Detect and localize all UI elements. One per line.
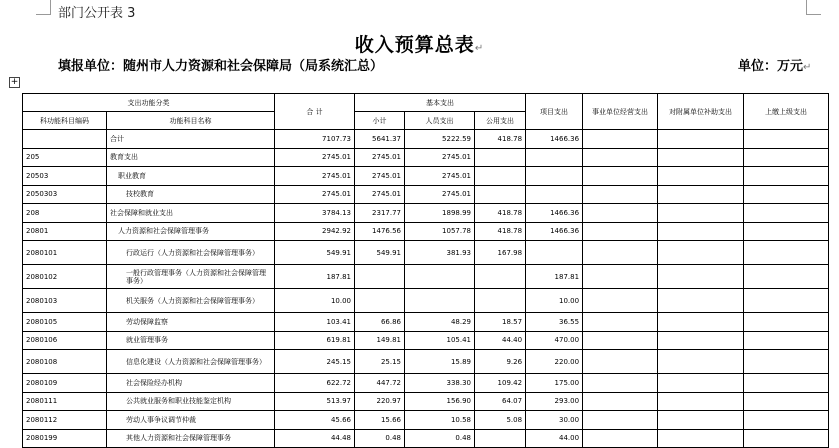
row-upper	[744, 411, 829, 430]
row-public: 418.78	[475, 204, 526, 223]
row-enterprise	[583, 392, 658, 411]
row-total: 187.81	[275, 265, 355, 289]
page-title	[0, 30, 839, 57]
row-subsidy	[658, 185, 744, 204]
row-public: 44.40	[475, 331, 526, 350]
row-public: 109.42	[475, 374, 526, 393]
row-subtotal: 2317.77	[355, 204, 405, 223]
row-code: 20801	[23, 222, 107, 241]
row-subtotal: 15.66	[355, 411, 405, 430]
header-function-class: 支出功能分类	[23, 94, 275, 112]
row-personnel: 48.29	[405, 313, 475, 332]
row-subtotal: 1476.56	[355, 222, 405, 241]
row-public: 9.26	[475, 350, 526, 374]
row-public: 418.78	[475, 130, 526, 149]
row-personnel: 1057.78	[405, 222, 475, 241]
row-total: 103.41	[275, 313, 355, 332]
row-subsidy	[658, 350, 744, 374]
table-row	[23, 350, 829, 374]
row-name: 劳动人事争议调节仲裁	[107, 411, 275, 430]
row-code	[23, 130, 107, 149]
row-enterprise	[583, 265, 658, 289]
row-subsidy	[658, 429, 744, 448]
row-enterprise	[583, 241, 658, 265]
row-public	[475, 289, 526, 313]
row-name: 机关服务（人力资源和社会保障管理事务）	[107, 289, 275, 313]
row-name: 技校教育	[107, 185, 275, 204]
table-row	[23, 429, 829, 448]
currency-unit	[738, 55, 811, 74]
table-row	[23, 204, 829, 223]
table-row	[23, 167, 829, 186]
row-subsidy	[658, 313, 744, 332]
table-row	[23, 331, 829, 350]
row-project: 187.81	[526, 265, 583, 289]
row-name: 合计	[107, 130, 275, 149]
row-personnel: 5222.59	[405, 130, 475, 149]
row-subsidy	[658, 148, 744, 167]
row-project: 10.00	[526, 289, 583, 313]
row-upper	[744, 429, 829, 448]
table-row	[23, 130, 829, 149]
row-total: 3784.13	[275, 204, 355, 223]
row-subtotal: 2745.01	[355, 185, 405, 204]
row-enterprise	[583, 350, 658, 374]
row-subsidy	[658, 265, 744, 289]
row-code: 2050303	[23, 185, 107, 204]
row-subtotal	[355, 289, 405, 313]
row-subtotal: 149.81	[355, 331, 405, 350]
row-upper	[744, 222, 829, 241]
row-project: 1466.36	[526, 204, 583, 223]
table-row	[23, 222, 829, 241]
row-public	[475, 148, 526, 167]
row-project	[526, 185, 583, 204]
row-name: 社会保障和就业支出	[107, 204, 275, 223]
row-total: 549.91	[275, 241, 355, 265]
row-total: 2942.92	[275, 222, 355, 241]
row-personnel: 381.93	[405, 241, 475, 265]
row-total: 44.48	[275, 429, 355, 448]
table-row	[23, 411, 829, 430]
title-text: 收入预算总表	[354, 34, 475, 56]
row-subtotal: 220.97	[355, 392, 405, 411]
header-enterprise: 事业单位经营支出	[583, 94, 658, 130]
table-row	[23, 392, 829, 411]
currency-unit-text: 单位：万元	[738, 59, 804, 74]
row-subsidy	[658, 204, 744, 223]
row-subtotal: 549.91	[355, 241, 405, 265]
row-subsidy	[658, 374, 744, 393]
row-name: 就业管理事务	[107, 331, 275, 350]
table-row	[23, 185, 829, 204]
row-upper	[744, 265, 829, 289]
row-personnel: 2745.01	[405, 185, 475, 204]
row-subtotal: 2745.01	[355, 148, 405, 167]
row-personnel: 15.89	[405, 350, 475, 374]
paragraph-mark-icon: ↵	[803, 62, 812, 73]
row-name: 人力资源和社会保障管理事务	[107, 222, 275, 241]
row-personnel: 2745.01	[405, 167, 475, 186]
row-public	[475, 185, 526, 204]
row-public	[475, 429, 526, 448]
row-subsidy	[658, 331, 744, 350]
row-public: 167.98	[475, 241, 526, 265]
row-project: 470.00	[526, 331, 583, 350]
row-name: 劳动保障监察	[107, 313, 275, 332]
row-total: 513.97	[275, 392, 355, 411]
row-total: 2745.01	[275, 148, 355, 167]
row-total: 2745.01	[275, 167, 355, 186]
row-project: 175.00	[526, 374, 583, 393]
row-project: 36.55	[526, 313, 583, 332]
row-personnel: 0.48	[405, 429, 475, 448]
row-personnel	[405, 265, 475, 289]
row-code: 2080199	[23, 429, 107, 448]
header-project: 项目支出	[526, 94, 583, 130]
row-code: 2080101	[23, 241, 107, 265]
row-subtotal: 25.15	[355, 350, 405, 374]
row-code: 2080103	[23, 289, 107, 313]
row-total: 45.66	[275, 411, 355, 430]
row-personnel: 156.90	[405, 392, 475, 411]
header-name: 功能科目名称	[107, 112, 275, 130]
row-upper	[744, 289, 829, 313]
row-code: 2080112	[23, 411, 107, 430]
row-enterprise	[583, 148, 658, 167]
row-name: 一般行政管理事务（人力资源和社会保障管理事务）	[107, 265, 275, 289]
row-enterprise	[583, 429, 658, 448]
row-code: 2080111	[23, 392, 107, 411]
budget-table	[22, 93, 829, 448]
row-code: 2080109	[23, 374, 107, 393]
row-public: 5.08	[475, 411, 526, 430]
row-public	[475, 265, 526, 289]
row-subsidy	[658, 222, 744, 241]
row-name: 信息化建设（人力资源和社会保障管理事务）	[107, 350, 275, 374]
row-upper	[744, 130, 829, 149]
document-label: 部门公开表 3	[58, 6, 136, 21]
row-upper	[744, 350, 829, 374]
row-project: 30.00	[526, 411, 583, 430]
header-upper: 上缴上级支出	[744, 94, 829, 130]
row-enterprise	[583, 130, 658, 149]
row-name: 行政运行（人力资源和社会保障管理事务）	[107, 241, 275, 265]
reporting-unit: 填报单位：随州市人力资源和社会保障局（局系统汇总）	[58, 59, 384, 74]
table-row	[23, 241, 829, 265]
row-enterprise	[583, 374, 658, 393]
row-public: 18.57	[475, 313, 526, 332]
row-enterprise	[583, 204, 658, 223]
row-name: 教育支出	[107, 148, 275, 167]
row-name: 社会保险经办机构	[107, 374, 275, 393]
row-subtotal: 0.48	[355, 429, 405, 448]
row-code: 20503	[23, 167, 107, 186]
row-name: 职业教育	[107, 167, 275, 186]
row-project	[526, 241, 583, 265]
header-subtotal: 小计	[355, 112, 405, 130]
table-row	[23, 148, 829, 167]
row-upper	[744, 185, 829, 204]
paragraph-mark-icon: ↵	[474, 43, 485, 54]
row-upper	[744, 241, 829, 265]
table-row	[23, 265, 829, 289]
row-upper	[744, 148, 829, 167]
row-subtotal: 2745.01	[355, 167, 405, 186]
row-personnel: 1898.99	[405, 204, 475, 223]
header-basic: 基本支出	[355, 94, 526, 112]
header-row	[23, 94, 829, 112]
row-code: 2080108	[23, 350, 107, 374]
table-move-handle-icon[interactable]	[9, 77, 20, 88]
row-upper	[744, 313, 829, 332]
row-enterprise	[583, 411, 658, 430]
row-personnel	[405, 289, 475, 313]
row-project: 1466.36	[526, 222, 583, 241]
row-personnel: 10.58	[405, 411, 475, 430]
row-enterprise	[583, 289, 658, 313]
row-project: 1466.36	[526, 130, 583, 149]
row-project: 220.00	[526, 350, 583, 374]
row-project	[526, 148, 583, 167]
row-subsidy	[658, 241, 744, 265]
row-personnel: 105.41	[405, 331, 475, 350]
header-total: 合 计	[275, 94, 355, 130]
header-code: 科功能科目编码	[23, 112, 107, 130]
row-enterprise	[583, 167, 658, 186]
row-subsidy	[658, 167, 744, 186]
table-row	[23, 289, 829, 313]
row-personnel: 2745.01	[405, 148, 475, 167]
row-upper	[744, 167, 829, 186]
row-total: 10.00	[275, 289, 355, 313]
row-subsidy	[658, 130, 744, 149]
row-subtotal	[355, 265, 405, 289]
row-personnel: 338.30	[405, 374, 475, 393]
row-subsidy	[658, 392, 744, 411]
row-total: 622.72	[275, 374, 355, 393]
row-subtotal: 66.86	[355, 313, 405, 332]
page-corner-mark-right	[806, 0, 821, 15]
row-code: 2080102	[23, 265, 107, 289]
header-public: 公用支出	[475, 112, 526, 130]
row-public: 418.78	[475, 222, 526, 241]
row-enterprise	[583, 313, 658, 332]
page-corner-mark-left	[36, 0, 51, 15]
row-project	[526, 167, 583, 186]
row-subsidy	[658, 289, 744, 313]
table-row	[23, 313, 829, 332]
row-code: 208	[23, 204, 107, 223]
row-upper	[744, 392, 829, 411]
row-subtotal: 447.72	[355, 374, 405, 393]
row-code: 2080105	[23, 313, 107, 332]
row-code: 205	[23, 148, 107, 167]
header-subsidy: 对附属单位补助支出	[658, 94, 744, 130]
row-enterprise	[583, 331, 658, 350]
header-personnel: 人员支出	[405, 112, 475, 130]
row-total: 2745.01	[275, 185, 355, 204]
row-project: 44.00	[526, 429, 583, 448]
row-upper	[744, 374, 829, 393]
row-enterprise	[583, 222, 658, 241]
row-code: 2080106	[23, 331, 107, 350]
row-total: 245.15	[275, 350, 355, 374]
row-public: 64.07	[475, 392, 526, 411]
row-subtotal: 5641.37	[355, 130, 405, 149]
row-name: 公共就业服务和职业技能鉴定机构	[107, 392, 275, 411]
row-upper	[744, 204, 829, 223]
table-row	[23, 374, 829, 393]
row-enterprise	[583, 185, 658, 204]
row-upper	[744, 331, 829, 350]
row-name: 其他人力资源和社会保障管理事务	[107, 429, 275, 448]
row-project: 293.00	[526, 392, 583, 411]
row-subsidy	[658, 411, 744, 430]
row-total: 7107.73	[275, 130, 355, 149]
row-public	[475, 167, 526, 186]
row-total: 619.81	[275, 331, 355, 350]
